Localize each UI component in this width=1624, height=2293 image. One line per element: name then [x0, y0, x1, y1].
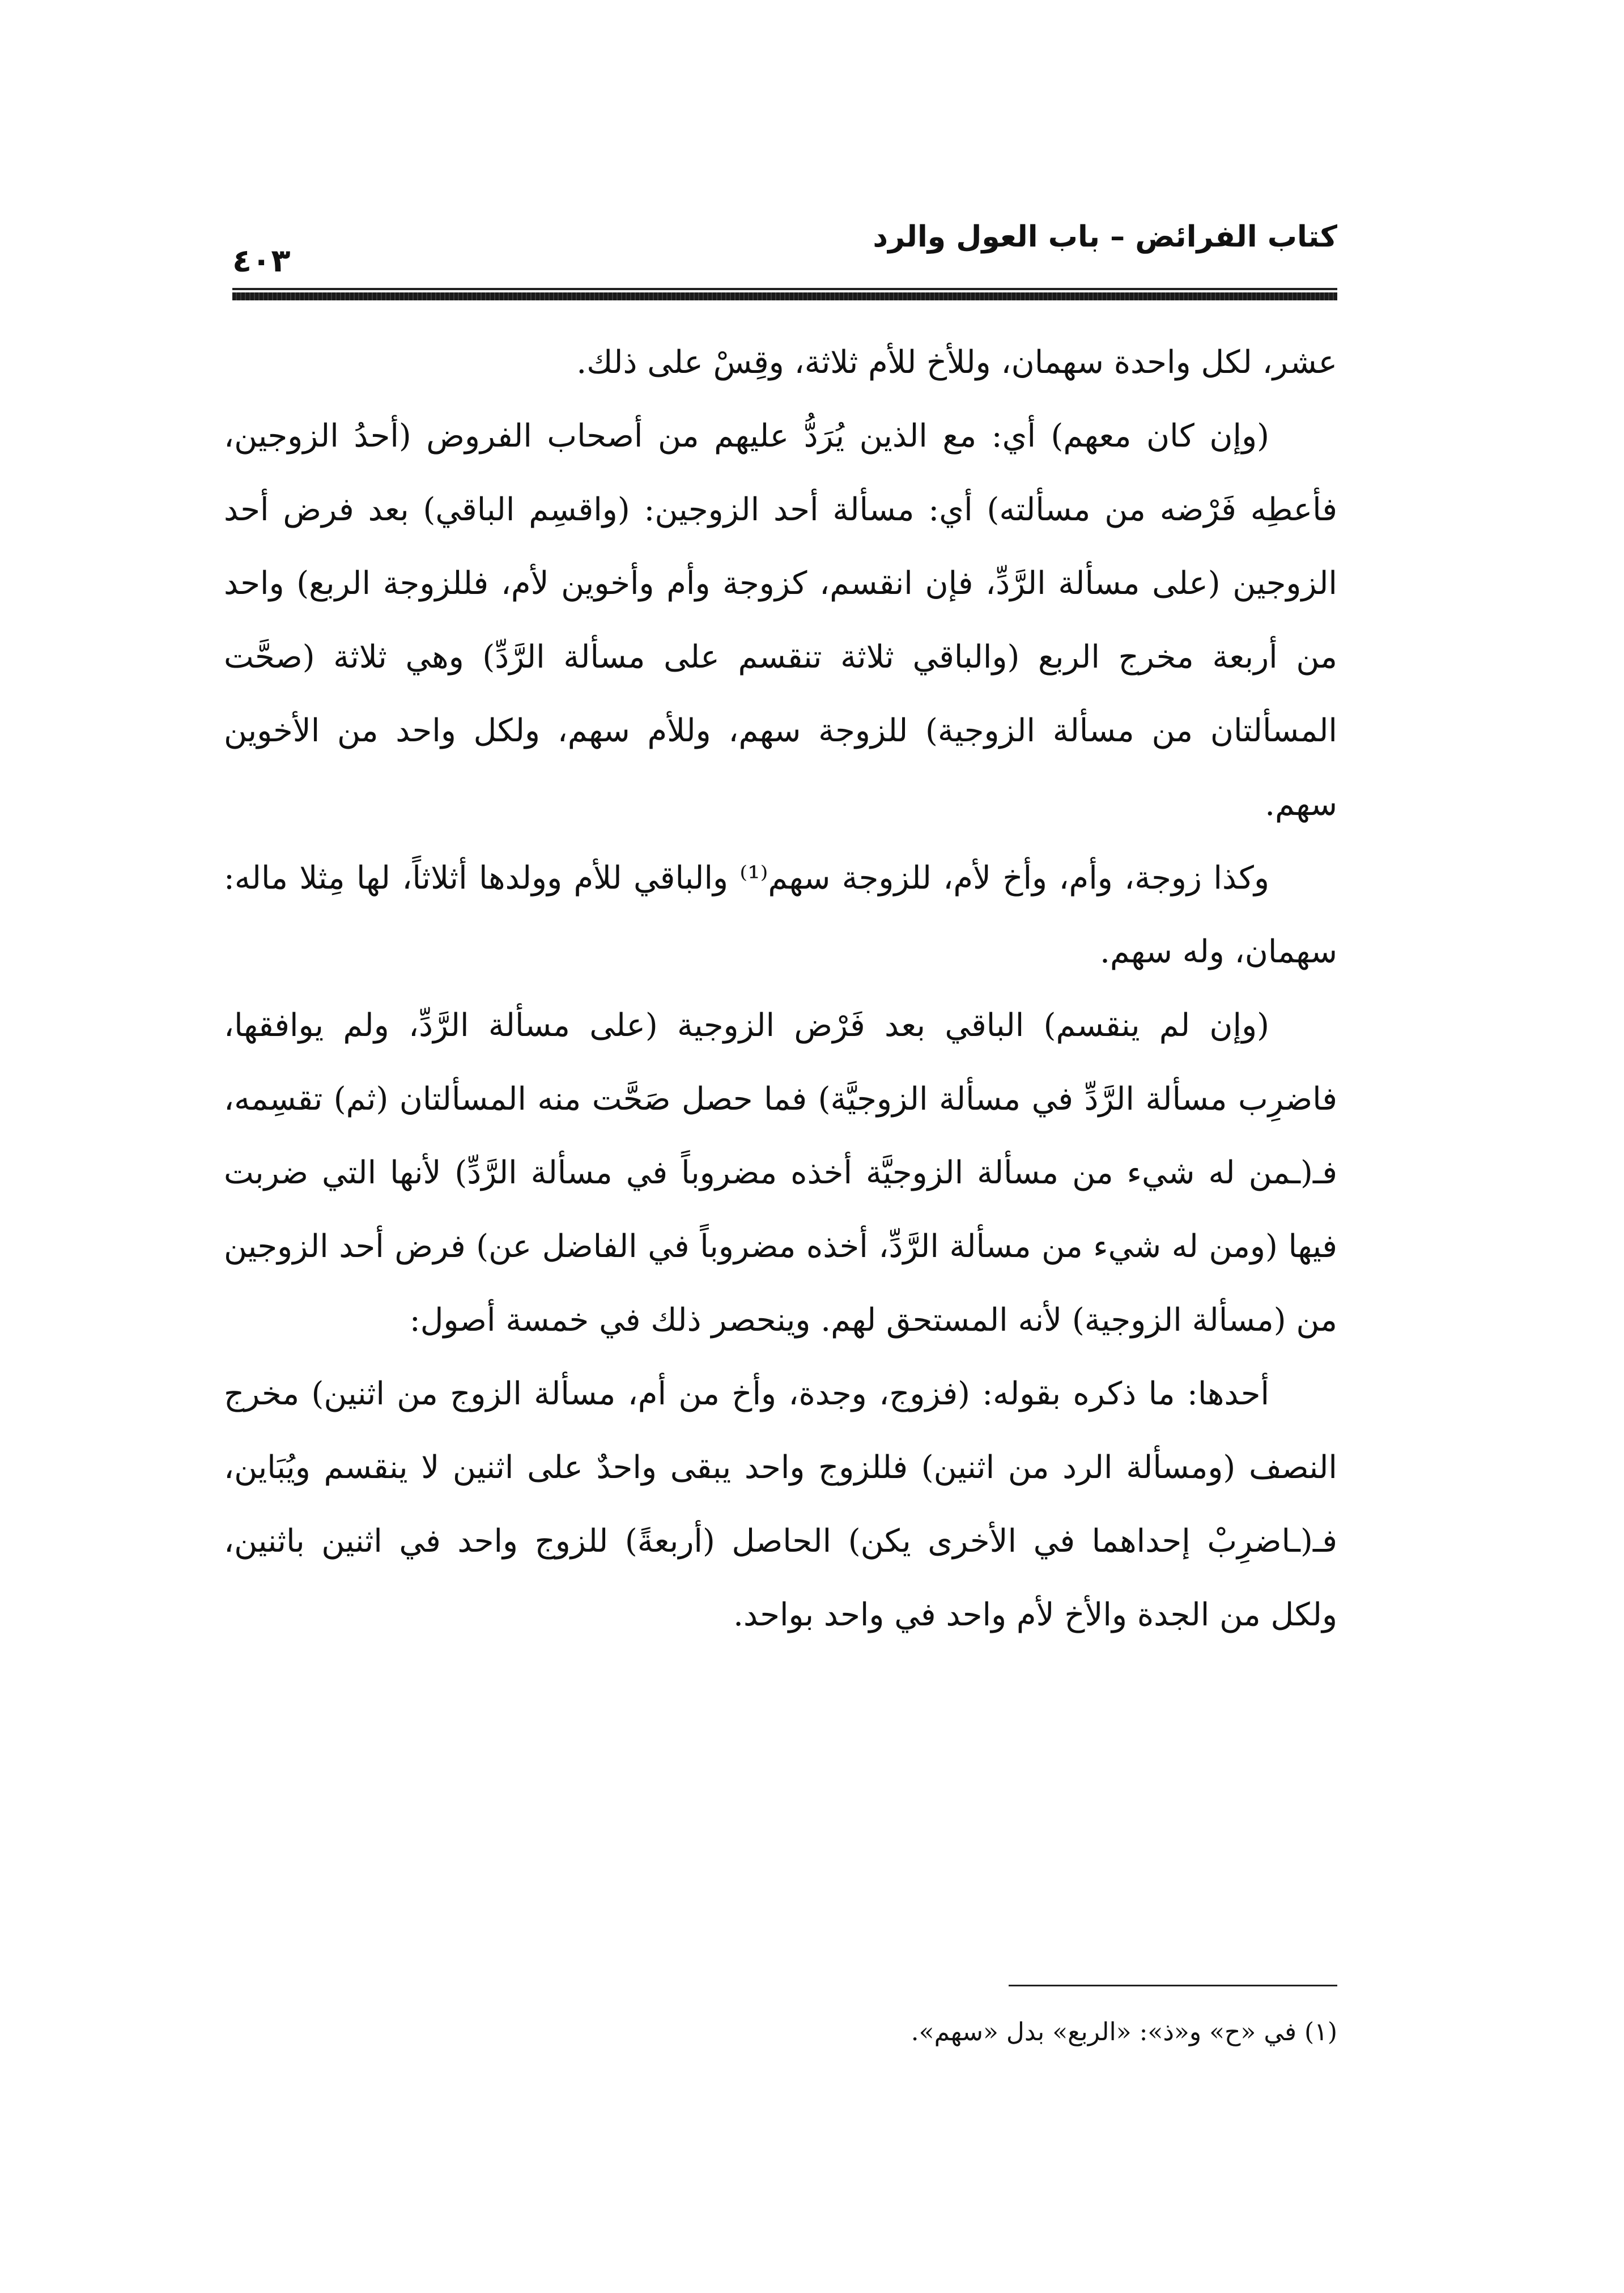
paragraph-1: عشر، لكل واحدة سهمان، وللأخ للأم ثلاثة، وقِسْ على ذلك. — [576, 344, 1337, 381]
running-title: كتاب الفرائض – باب العول والرد — [873, 220, 1337, 254]
paragraph-2: (وإن كان معهم) أي: مع الذين يُرَدُّ عليهم من أصحاب الفروض (أحدُ الزوجين، فأعطِه فَرْضه من مسألته) أي: مسألة أحد الزوجين: (واقسِم الباقي) بعد فرض أحد الزوجين (على مسألة الرَّدِّ، فإن انقسم، كزوجة وأم وأخوين لأم، فللزوجة الربع) واحد من أربعة مخرج الربع (والباقي ثلاثة تنقسم على مسألة الرَّدِّ) وهي ثلاثة (صحَّت المسألتان من مسألة الزوجية) للزوجة سهم، وللأم سهم، ولكل واحد من الأخوين سهم. — [224, 418, 1337, 823]
main-text — [224, 326, 1337, 1652]
paragraph-4: (وإن لم ينقسم) الباقي بعد فَرْض الزوجية (على مسألة الرَّدِّ، ولم يوافقها، فاضرِب مسألة الرَّدِّ في مسألة الزوجيَّة) فما حصل صَحَّت منه المسألتان (ثم) تقسِمه، فـ(ـمن له شيء من مسألة الزوجيَّة أخذه مضروباً في مسألة الرَّدِّ) لأنها التي ضربت فيها (ومن له شيء من مسألة الرَّدِّ، أخذه مضروباً في الفاضل عن) فرض أحد الزوجين من (مسألة الزوجية) لأنه المستحق لهم. وينحصر ذلك في خمسة أصول: — [224, 1007, 1337, 1339]
page-header — [232, 215, 1337, 306]
paragraph-3: وكذا زوجة، وأم، وأخ لأم، للزوجة سهم⁽¹⁾ والباقي للأم وولدها أثلاثاً، لها مِثلا ماله: سهمان، وله سهم. — [224, 860, 1337, 970]
paragraph-5: أحدها: ما ذكره بقوله: (فزوج، وجدة، وأخ من أم، مسألة الزوج من اثنين) مخرج النصف (ومسألة الرد من اثنين) فللزوج واحد يبقى واحدٌ على اثنين لا ينقسم ويُبَاين، فـ(ـاضرِبْ إحداهما في الأخرى يكن) الحاصل (أربعةً) للزوج واحد في اثنين باثنين، ولكل من الجدة والأخ لأم واحد في واحد بواحد. — [224, 1375, 1337, 1633]
footnote: (١) في «ح» و«ذ»: «الربع» بدل «سهم». — [911, 2018, 1337, 2046]
footnote-separator — [1009, 1985, 1337, 1986]
page-number: ٤٠٣ — [232, 243, 291, 279]
header-rule-thick — [232, 292, 1337, 300]
